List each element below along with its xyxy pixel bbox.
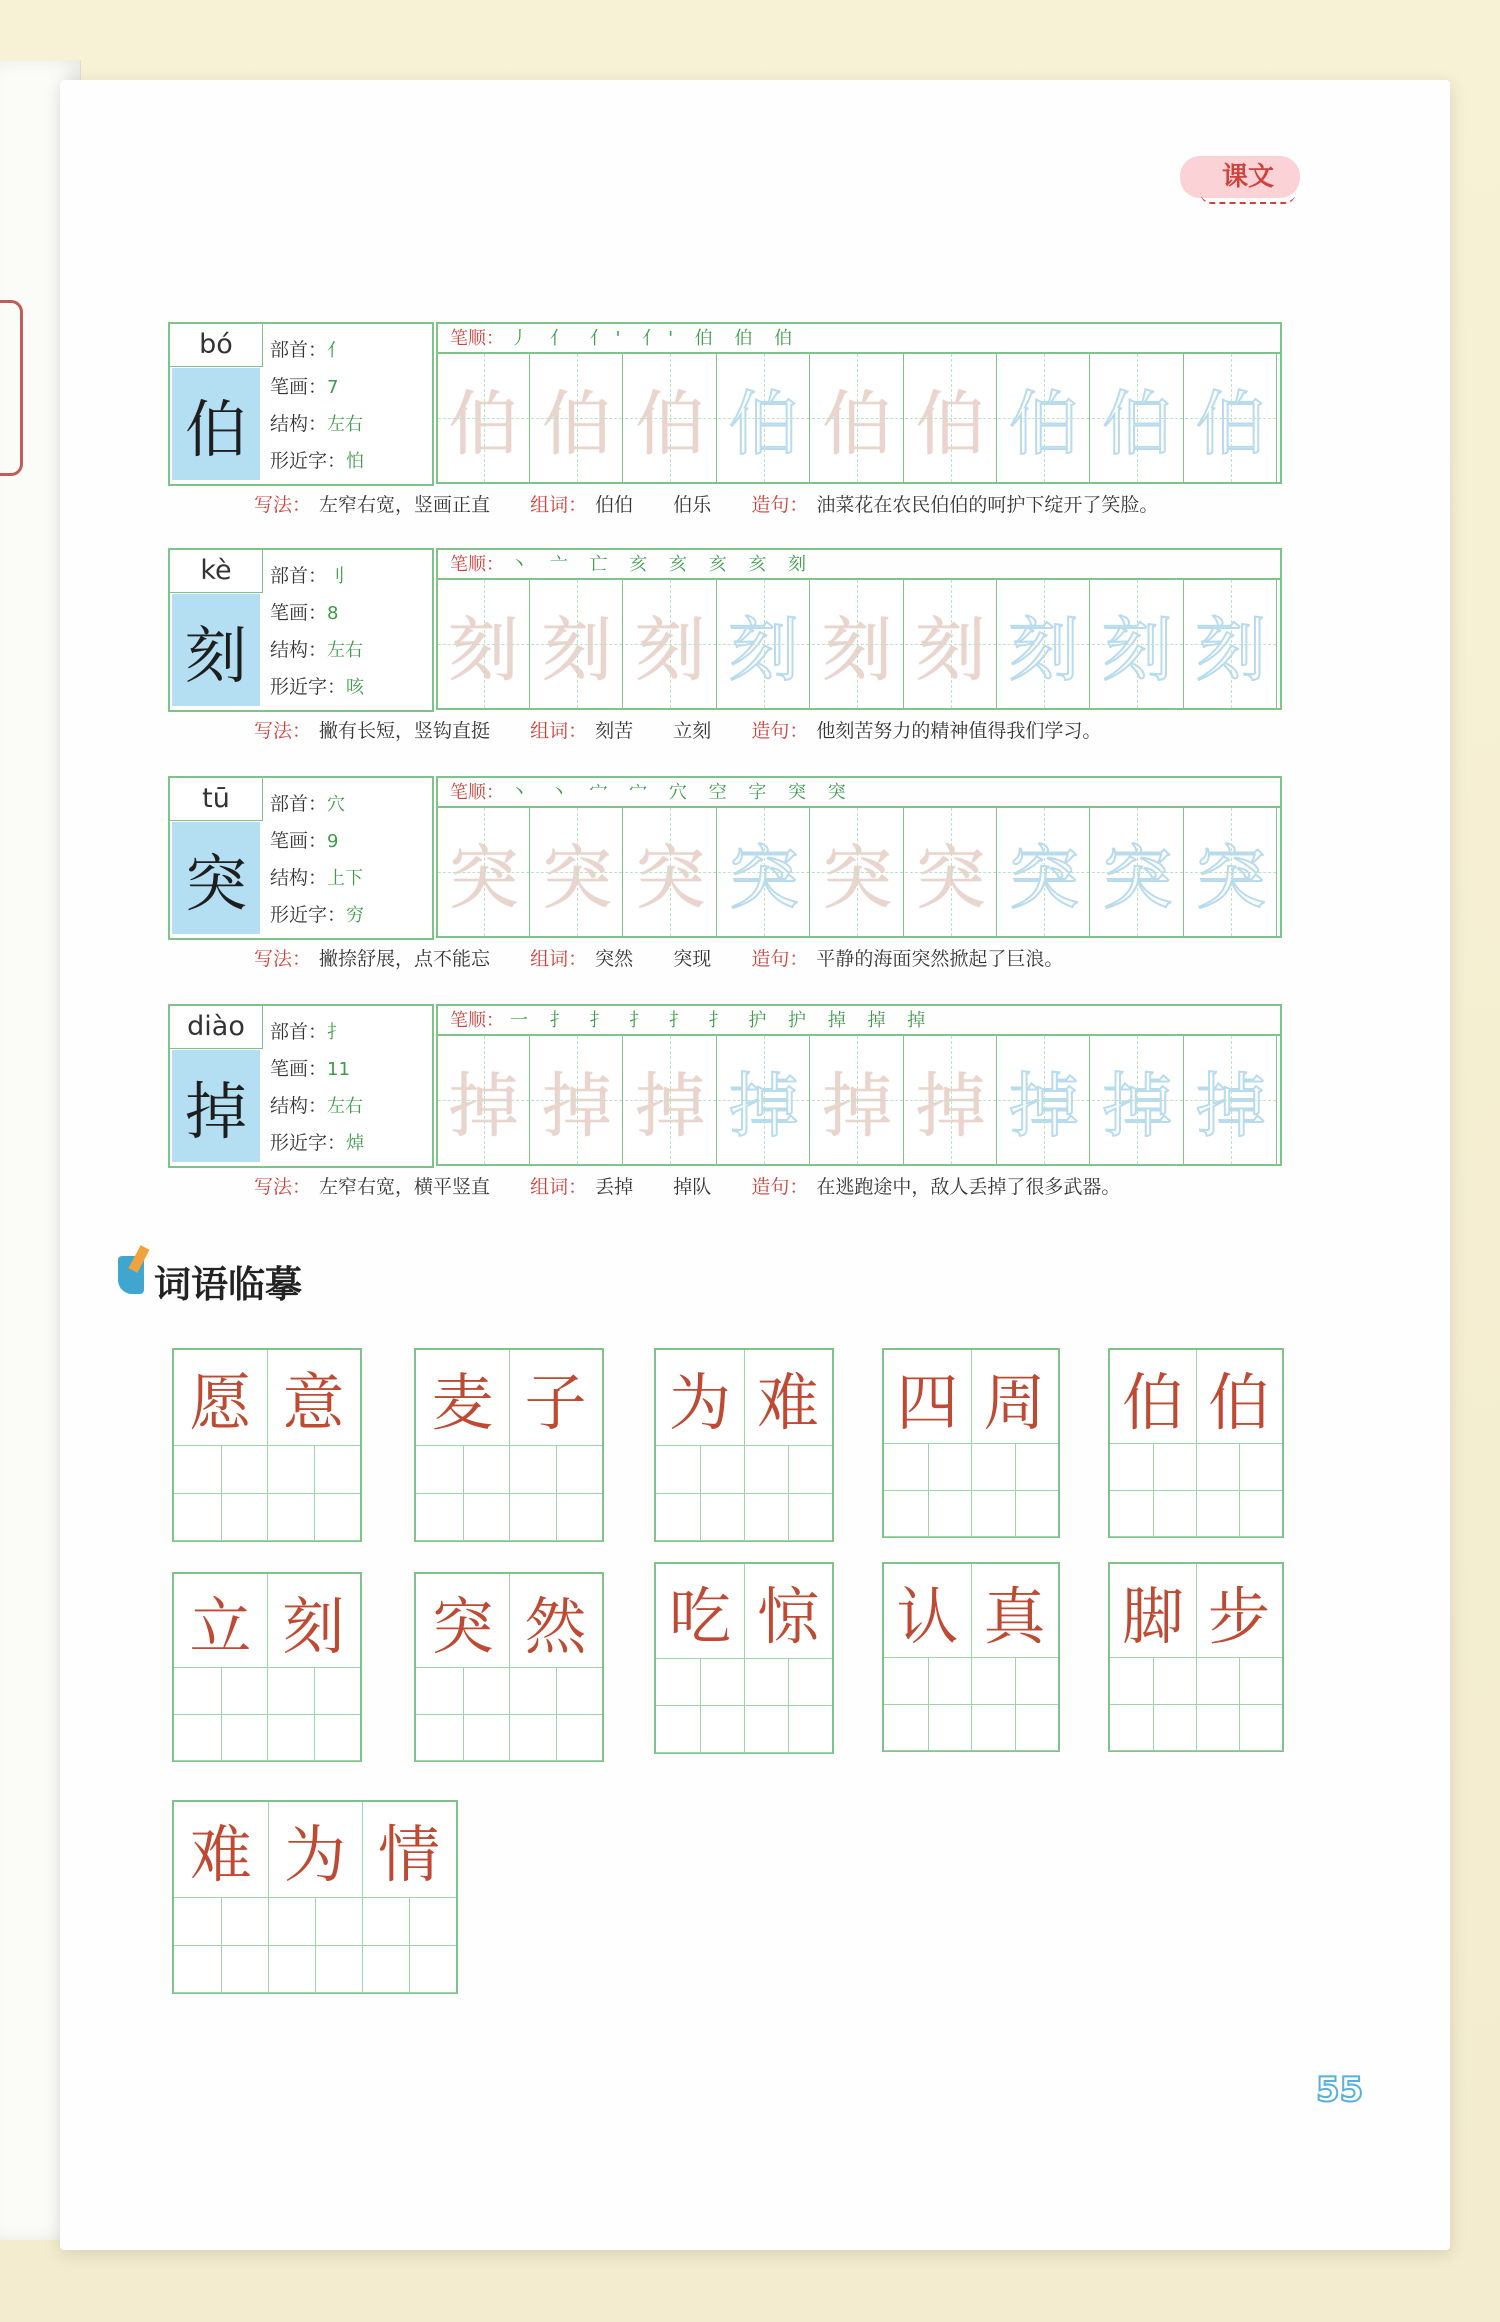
- write-tip: 撇有长短，竖钩直挺: [319, 720, 491, 742]
- practice-cell: 突: [905, 808, 997, 936]
- word-model-text: [656, 1564, 832, 1659]
- section-title: 词语临摹: [154, 1263, 302, 1306]
- similar-label: 形近字：: [270, 676, 347, 698]
- write-tip: 左窄右宽，竖画正直: [319, 494, 491, 516]
- word-example-1: 丢掉: [595, 1176, 634, 1198]
- stroke-order-label: 笔顺：: [450, 1010, 504, 1031]
- word-copy-card: [172, 1572, 362, 1762]
- structure-label: 结构：: [270, 867, 328, 889]
- words-label: 组词：: [530, 948, 588, 970]
- practice-grid: [436, 578, 1282, 710]
- word-character: 脚: [1121, 1580, 1184, 1653]
- practice-cell: 伯: [438, 354, 530, 482]
- word-example-1: 突然: [595, 948, 634, 970]
- model-character: 掉: [172, 1050, 260, 1162]
- character-info-box: [168, 1004, 434, 1168]
- word-model-text: [884, 1564, 1058, 1659]
- character-meta: [270, 558, 364, 706]
- practice-cell: 掉: [1185, 1036, 1277, 1164]
- radical-value: 扌: [327, 1022, 346, 1043]
- stroke-order-row: [436, 548, 1282, 578]
- example-sentence: 在逃跑途中，敌人丢掉了很多武器。: [816, 1176, 1121, 1198]
- word-character: 为: [668, 1366, 731, 1439]
- usage-notes: [254, 490, 1158, 517]
- structure-label: 结构：: [270, 639, 328, 661]
- word-copy-card: [654, 1562, 834, 1754]
- stroke-order-row: [436, 776, 1282, 806]
- word-copy-card: [654, 1348, 834, 1542]
- radical-label: 部首：: [270, 565, 328, 587]
- stroke-order-label: 笔顺：: [450, 782, 504, 803]
- sentence-label: 造句：: [751, 494, 809, 516]
- pinyin: bó: [170, 324, 263, 367]
- word-copy-card: [172, 1348, 362, 1542]
- word-character: 然: [524, 1590, 587, 1663]
- strokes-label: 笔画：: [270, 602, 328, 624]
- words-label: 组词：: [530, 494, 588, 516]
- practice-cell: 掉: [905, 1036, 997, 1164]
- radical-value: 亻: [327, 340, 346, 361]
- usage-notes: [254, 716, 1101, 743]
- similar-label: 形近字：: [270, 450, 347, 472]
- word-character: 为: [283, 1818, 346, 1891]
- word-model-text: [416, 1574, 602, 1669]
- words-label: 组词：: [530, 720, 588, 742]
- page-number: 55: [1316, 2070, 1364, 2110]
- word-character: 真: [983, 1580, 1046, 1653]
- write-label: 写法：: [254, 494, 312, 516]
- character-info-box: [168, 548, 434, 712]
- character-meta: [270, 1014, 364, 1162]
- word-character: 刻: [282, 1590, 345, 1663]
- radical-value: 刂: [327, 566, 346, 587]
- example-sentence: 平静的海面突然掀起了巨浪。: [816, 948, 1064, 970]
- word-character: 认: [896, 1580, 959, 1653]
- word-model-text: [656, 1350, 832, 1445]
- sentence-label: 造句：: [751, 1176, 809, 1198]
- stroke-order: 丿 亻 亻' 亻' 伯 伯 伯: [510, 328, 801, 349]
- word-character: 子: [524, 1366, 587, 1439]
- example-sentence: 油菜花在农民伯伯的呵护下绽开了笑脸。: [816, 494, 1159, 516]
- example-sentence: 他刻苦努力的精神值得我们学习。: [816, 720, 1102, 742]
- practice-grid: [436, 352, 1282, 484]
- word-character: 惊: [756, 1580, 819, 1653]
- practice-cell: 刻: [1092, 580, 1184, 708]
- word-example-2: 掉队: [673, 1176, 712, 1198]
- practice-cell: 掉: [718, 1036, 810, 1164]
- practice-cell: 突: [998, 808, 1090, 936]
- practice-cell: 突: [1185, 808, 1277, 936]
- practice-cell: 伯: [812, 354, 904, 482]
- word-model-text: [884, 1350, 1058, 1445]
- practice-cell: 掉: [998, 1036, 1090, 1164]
- word-character: 周: [983, 1366, 1046, 1439]
- character-info-box: [168, 322, 434, 486]
- stroke-order: 丶 丶 宀 宀 穴 空 字 突 突: [510, 782, 854, 803]
- pinyin: tū: [170, 778, 263, 821]
- practice-cell: 掉: [1092, 1036, 1184, 1164]
- word-example-2: 伯乐: [673, 494, 712, 516]
- word-character: 四: [896, 1366, 959, 1439]
- strokes-label: 笔画：: [270, 830, 328, 852]
- word-copy-card: [414, 1348, 604, 1542]
- structure-label: 结构：: [270, 413, 328, 435]
- lesson-tag: [1170, 148, 1300, 208]
- structure-value: 上下: [327, 868, 364, 889]
- word-character: 立: [189, 1590, 252, 1663]
- word-character: 麦: [431, 1366, 494, 1439]
- practice-cell: 刻: [625, 580, 717, 708]
- stroke-order: 丶 亠 亡 亥 亥 亥 亥 刻: [510, 554, 815, 575]
- word-model-text: [174, 1574, 360, 1669]
- practice-cell: 突: [531, 808, 623, 936]
- word-character: 吃: [668, 1580, 731, 1653]
- stroke-order-label: 笔顺：: [450, 328, 504, 349]
- sentence-label: 造句：: [751, 720, 809, 742]
- word-character: 愿: [189, 1366, 252, 1439]
- stroke-order-label: 笔顺：: [450, 554, 504, 575]
- practice-cell: 伯: [998, 354, 1090, 482]
- practice-cell: 伯: [1092, 354, 1184, 482]
- model-character: 突: [172, 822, 260, 934]
- radical-label: 部首：: [270, 339, 328, 361]
- stroke-order: 一 扌 扌 扌 扌 扌 护 护 掉 掉 掉: [510, 1010, 934, 1031]
- word-model-text: [174, 1802, 456, 1897]
- usage-notes: [254, 1172, 1120, 1199]
- practice-cell: 突: [438, 808, 530, 936]
- practice-cell: 伯: [718, 354, 810, 482]
- write-tip: 撇捺舒展，点不能忘: [319, 948, 491, 970]
- radical-value: 穴: [327, 794, 346, 815]
- word-character: 步: [1207, 1580, 1270, 1653]
- pinyin: kè: [170, 550, 263, 593]
- word-copy-card: [1108, 1348, 1284, 1538]
- word-model-text: [174, 1350, 360, 1445]
- character-meta: [270, 332, 364, 480]
- practice-grid: [436, 1034, 1282, 1166]
- practice-cell: 伯: [625, 354, 717, 482]
- practice-cell: 刻: [718, 580, 810, 708]
- similar-label: 形近字：: [270, 1132, 347, 1154]
- structure-value: 左右: [327, 1096, 364, 1117]
- word-copy-card: [414, 1572, 604, 1762]
- structure-value: 左右: [327, 640, 364, 661]
- stroke-order-row: [436, 1004, 1282, 1034]
- word-copy-card: [882, 1562, 1060, 1752]
- words-label: 组词：: [530, 1176, 588, 1198]
- word-copy-card: [172, 1800, 458, 1994]
- practice-cell: 突: [718, 808, 810, 936]
- similar-value: 咳: [346, 677, 365, 698]
- word-example-1: 伯伯: [595, 494, 634, 516]
- write-label: 写法：: [254, 1176, 312, 1198]
- word-example-1: 刻苦: [595, 720, 634, 742]
- practice-cell: 突: [1092, 808, 1184, 936]
- write-label: 写法：: [254, 720, 312, 742]
- word-character: 难: [189, 1818, 252, 1891]
- word-character: 突: [431, 1590, 494, 1663]
- strokes-value: 8: [327, 603, 339, 624]
- practice-cell: 掉: [531, 1036, 623, 1164]
- lesson-tag-label: 课文: [1222, 162, 1275, 192]
- structure-label: 结构：: [270, 1095, 328, 1117]
- word-model-text: [1110, 1350, 1282, 1445]
- practice-cell: 伯: [531, 354, 623, 482]
- left-page-tab: [0, 300, 23, 476]
- practice-cell: 刻: [998, 580, 1090, 708]
- radical-label: 部首：: [270, 793, 328, 815]
- practice-cell: 掉: [438, 1036, 530, 1164]
- similar-label: 形近字：: [270, 904, 347, 926]
- practice-cell: 突: [812, 808, 904, 936]
- structure-value: 左右: [327, 414, 364, 435]
- model-character: 伯: [172, 368, 260, 480]
- strokes-value: 7: [327, 377, 339, 398]
- practice-cell: 伯: [1185, 354, 1277, 482]
- practice-cell: 掉: [625, 1036, 717, 1164]
- practice-cell: 刻: [531, 580, 623, 708]
- similar-value: 穷: [346, 905, 365, 926]
- write-tip: 左窄右宽，横平竖直: [319, 1176, 491, 1198]
- radical-label: 部首：: [270, 1021, 328, 1043]
- word-copy-card: [1108, 1562, 1284, 1752]
- word-example-2: 立刻: [673, 720, 712, 742]
- practice-cell: 掉: [812, 1036, 904, 1164]
- strokes-value: 9: [327, 831, 339, 852]
- similar-value: 怕: [346, 451, 365, 472]
- strokes-value: 11: [327, 1059, 350, 1080]
- write-label: 写法：: [254, 948, 312, 970]
- sentence-label: 造句：: [751, 948, 809, 970]
- practice-cell: 刻: [1185, 580, 1277, 708]
- pencil-icon: [118, 1256, 144, 1294]
- character-meta: [270, 786, 364, 934]
- similar-value: 焯: [346, 1133, 365, 1154]
- usage-notes: [254, 944, 1063, 971]
- stroke-order-row: [436, 322, 1282, 352]
- word-character: 情: [377, 1818, 440, 1891]
- practice-cell: 突: [625, 808, 717, 936]
- practice-cell: 刻: [905, 580, 997, 708]
- word-model-text: [1110, 1564, 1282, 1659]
- practice-cell: 刻: [812, 580, 904, 708]
- word-character: 难: [756, 1366, 819, 1439]
- character-info-box: [168, 776, 434, 940]
- word-character: 意: [282, 1366, 345, 1439]
- word-character: 伯: [1207, 1366, 1270, 1439]
- word-example-2: 突现: [673, 948, 712, 970]
- practice-cell: 刻: [438, 580, 530, 708]
- strokes-label: 笔画：: [270, 376, 328, 398]
- practice-grid: [436, 806, 1282, 938]
- word-character: 伯: [1121, 1366, 1184, 1439]
- word-model-text: [416, 1350, 602, 1445]
- model-character: 刻: [172, 594, 260, 706]
- practice-cell: 伯: [905, 354, 997, 482]
- word-copy-card: [882, 1348, 1060, 1538]
- pinyin: diào: [170, 1006, 263, 1049]
- strokes-label: 笔画：: [270, 1058, 328, 1080]
